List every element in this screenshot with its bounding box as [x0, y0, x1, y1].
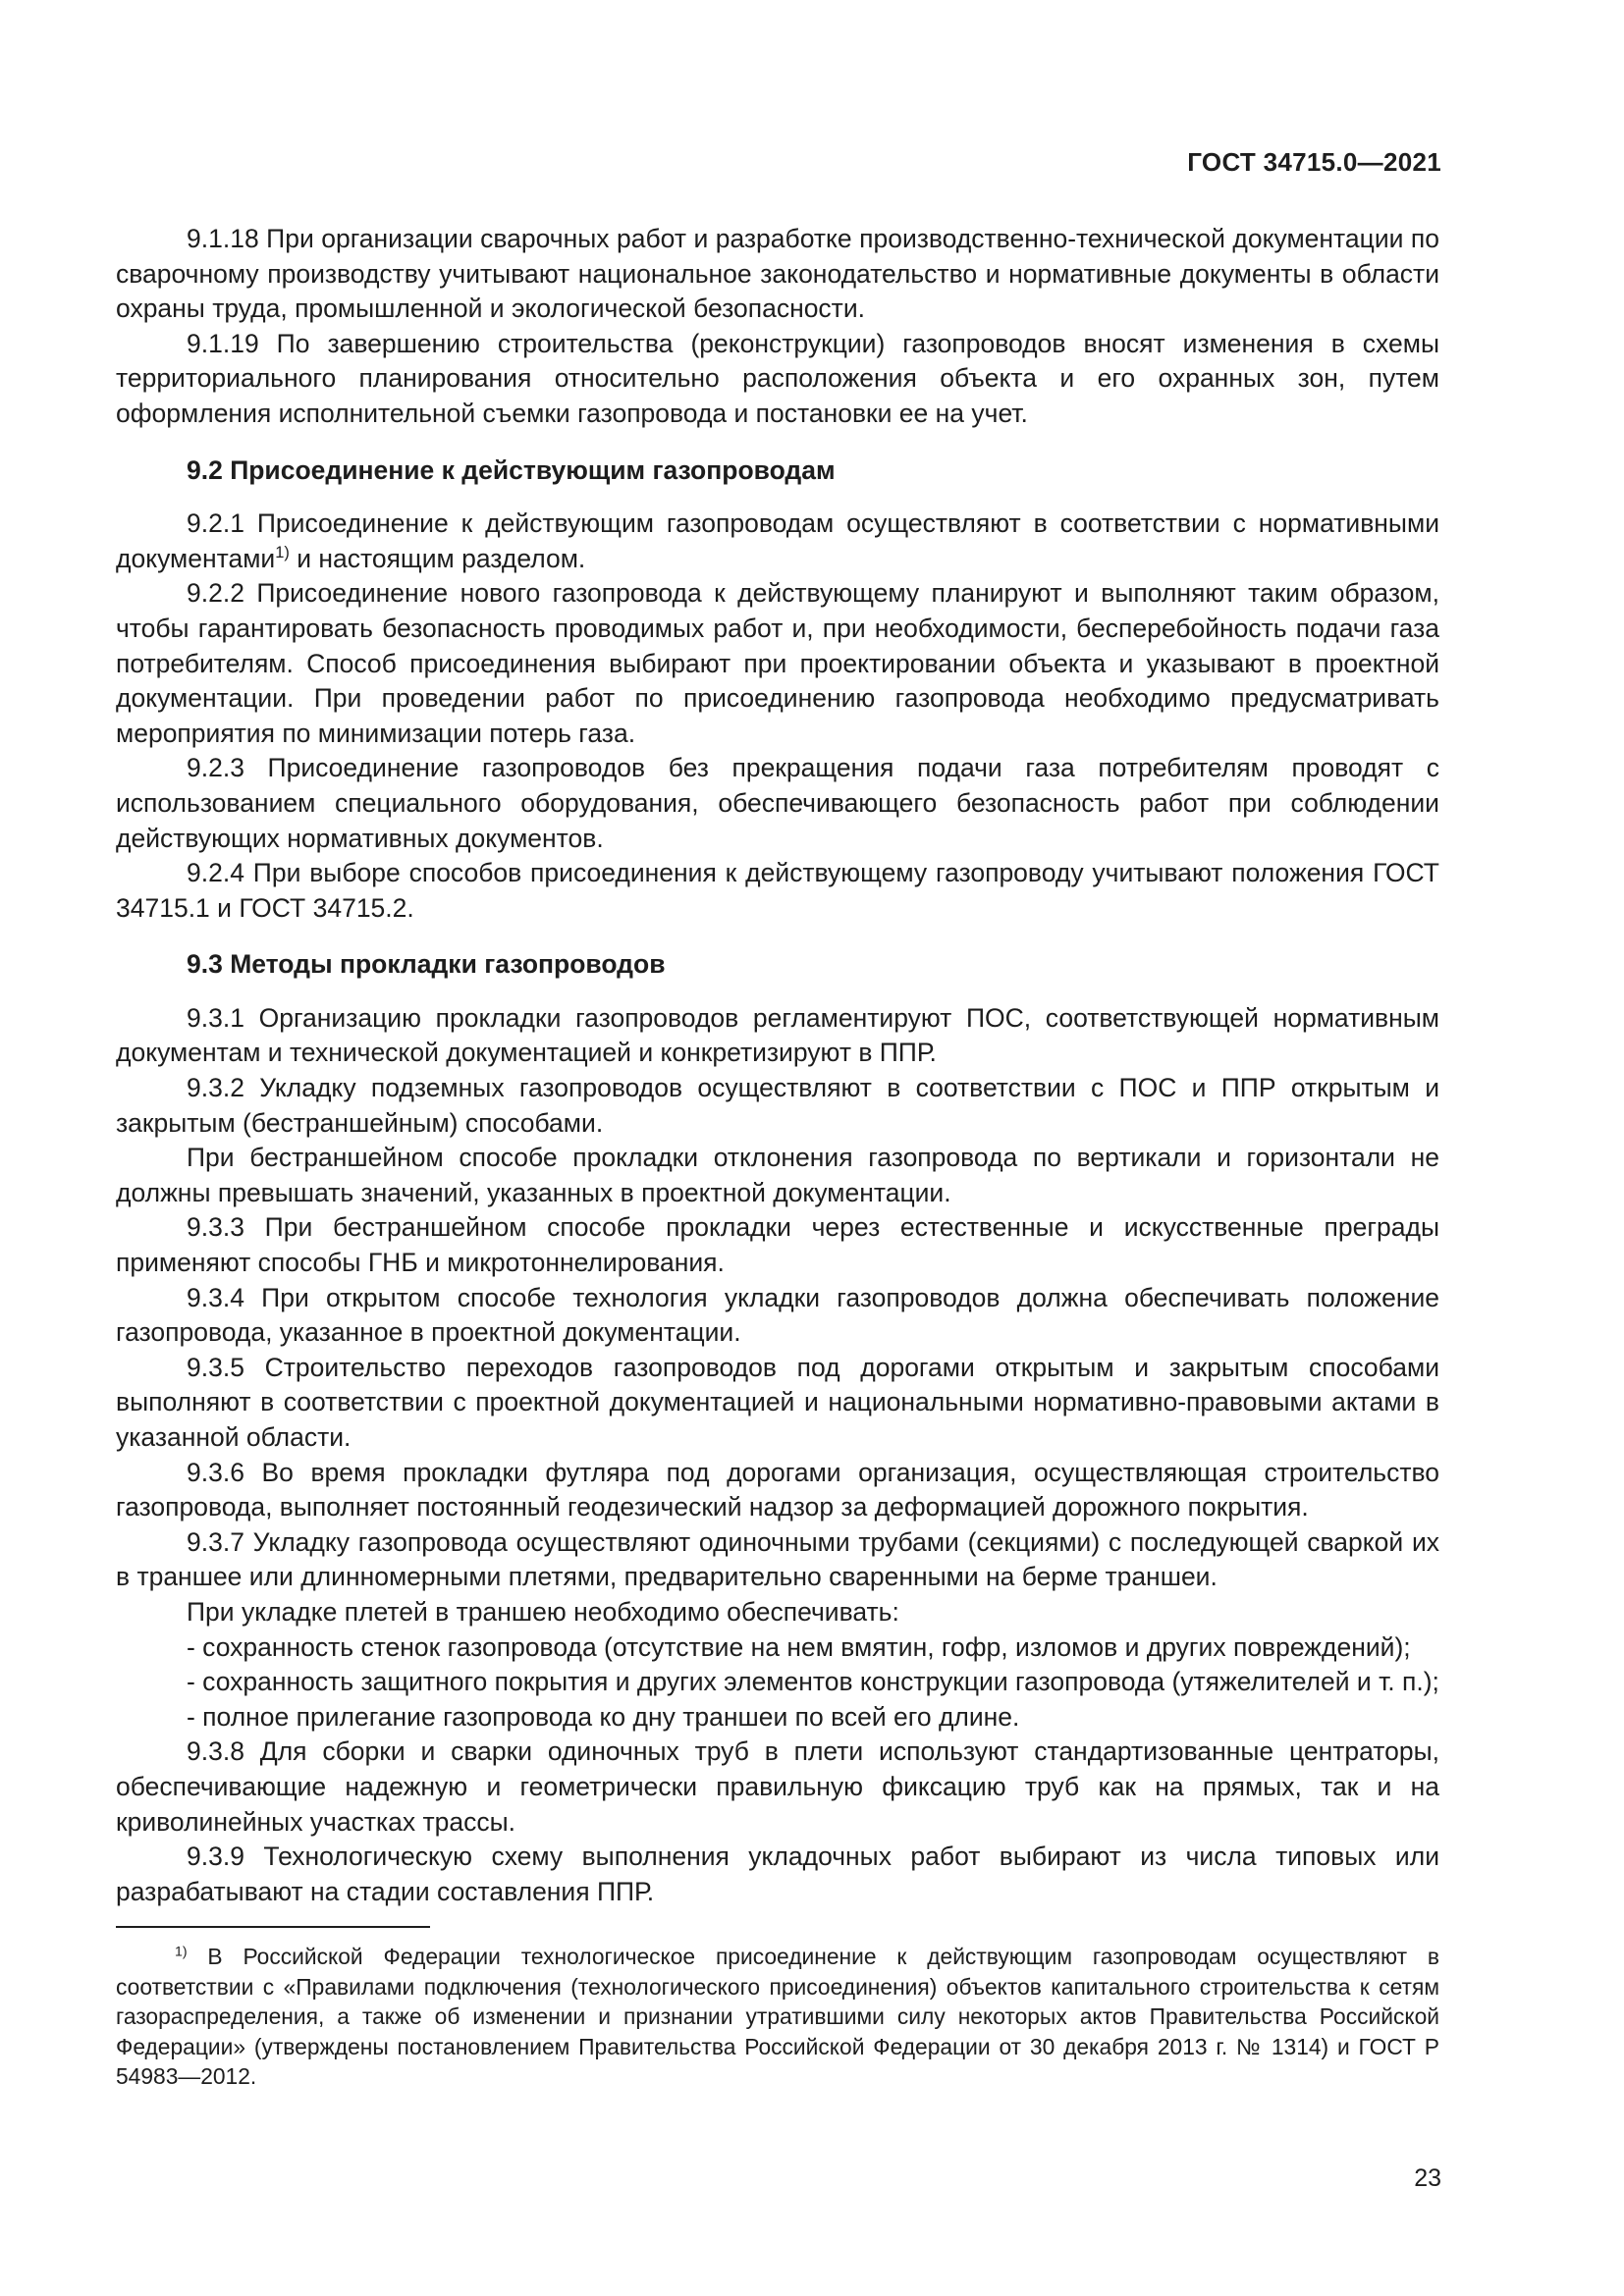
paragraph-9-3-7-intro: При укладке плетей в траншею необходимо обеспечивать:: [187, 1596, 899, 1627]
paragraph-9-2-1: [116, 507, 1439, 576]
list-item: - сохранность стенок газопровода (отсутствие на нем вмятин, гофр, изломов и других повреждений);: [187, 1631, 1411, 1662]
list-item: - сохранность защитного покрытия и других элементов конструкции газопровода (утяжелителей и т. п.);: [187, 1667, 1439, 1697]
paragraph-9-2-1-text: 9.2.1 Присоединение к действующим газопроводам осуществляют в соответствии с нормативными документами: [116, 508, 1439, 573]
paragraph-9-1-18: 9.1.18 При организации сварочных работ и разработке производственно-технической документации по сварочному производству учитывают национальное законодательство и нормативные документы в области охраны труда, промышленной и экологической безопасности.: [116, 224, 1439, 324]
list-item: - полное прилегание газопровода ко дну траншеи по всей его длине.: [187, 1701, 1020, 1732]
paragraph-9-3-9: 9.3.9 Технологическую схему выполнения укладочных работ выбирают из числа типовых или разрабатывают на стадии составления ППР.: [116, 1842, 1439, 1906]
paragraph-9-3-5: 9.3.5 Строительство переходов газопроводов под дорогами открытым и закрытым способами выполняют в соответствии с проектной документацией и национальными нормативно-правовыми актами в указанной области.: [116, 1352, 1439, 1452]
document-id-header: ГОСТ 34715.0—2021: [1187, 147, 1441, 177]
paragraph-9-3-7: 9.3.7 Укладку газопровода осуществляют одиночными трубами (секциями) с последующей сваркой их в траншее или длинномерными плетями, предварительно сваренными на берме траншеи.: [116, 1526, 1439, 1592]
paragraph-9-3-1: 9.3.1 Организацию прокладки газопроводов регламентируют ПОС, соответствующей нормативным документам и технической документацией и конкретизируют в ППР.: [116, 1002, 1439, 1068]
footnote-text: В Российской Федерации технологическое присоединение к действующим газопроводам осуществляют в соответствии с «Правилами подключения (технологического присоединения) объектов капитального строительства к сетям газораспределения, а также об изменении и признании утратившими силу некоторых актов Правительства Российской Федерации» (утверждены постановлением Правительства Российской Федерации от 30 декабря 2013 г. № 1314) и ГОСТ Р 54983—2012.: [116, 1944, 1439, 2089]
footnote: [116, 1942, 1439, 2092]
paragraph-9-3-3: 9.3.3 При бестраншейном способе прокладки через естественные и искусственные преграды применяют способы ГНБ и микротоннелирования.: [116, 1212, 1439, 1278]
paragraph-9-2-4: 9.2.4 При выборе способов присоединения к действующему газопроводу учитывают положения ГОСТ 34715.1 и ГОСТ 34715.2.: [116, 858, 1439, 923]
paragraph-9-3-6: 9.3.6 Во время прокладки футляра под дорогами организация, осуществляющая строительство газопровода, выполняет постоянный геодезический надзор за деформацией дорожного покрытия.: [116, 1457, 1439, 1522]
paragraph-9-2-1-tail: и настоящим разделом.: [289, 543, 586, 573]
paragraph-9-1-19: 9.1.19 По завершению строительства (реконструкции) газопроводов вносят изменения в схемы территориального планирования относительно расположения объекта и его охранных зон, путем оформления исполнительной съемки газопровода и постановки ее на учет.: [116, 328, 1439, 428]
footnote-reference[interactable]: 1): [275, 543, 290, 561]
section-heading-9-2: 9.2 Присоединение к действующим газопроводам: [187, 454, 836, 485]
paragraph-9-2-2: 9.2.2 Присоединение нового газопровода к действующему планируют и выполняют таким образом, чтобы гарантировать безопасность проводимых работ и, при необходимости, бесперебойность подачи газа потребителям. Способ присоединения выбирают при проектировании объекта и указывают в проектной документации. При проведении работ по присоединению газопровода необходимо предусматривать мероприятия по минимизации потерь газа.: [116, 578, 1439, 748]
footnote-marker: 1): [175, 1943, 188, 1959]
document-body: [116, 222, 1439, 1909]
section-heading-9-3: 9.3 Методы прокладки газопроводов: [187, 949, 666, 980]
paragraph-9-3-8: 9.3.8 Для сборки и сварки одиночных труб в плети используют стандартизованные центраторы, обеспечивающие надежную и геометрически правильную фиксацию труб как на прямых, так и на криволинейных участках трассы.: [116, 1736, 1439, 1837]
paragraph-9-3-4: 9.3.4 При открытом способе технология укладки газопроводов должна обеспечивать положение газопровода, указанное в проектной документации.: [116, 1282, 1439, 1348]
paragraph-9-3-2-note: При бестраншейном способе прокладки отклонения газопровода по вертикали и горизонтали не должны превышать значений, указанных в проектной документации.: [116, 1143, 1439, 1207]
footnote-divider: [116, 1926, 430, 1928]
paragraph-9-3-2: 9.3.2 Укладку подземных газопроводов осуществляют в соответствии с ПОС и ППР открытым и закрытым (бестраншейным) способами.: [116, 1073, 1439, 1138]
page-number: 23: [1414, 2164, 1441, 2192]
paragraph-9-2-3: 9.2.3 Присоединение газопроводов без прекращения подачи газа потребителям проводят с использованием специального оборудования, обеспечивающего безопасность работ при соблюдении действующих нормативных документов.: [116, 753, 1439, 853]
